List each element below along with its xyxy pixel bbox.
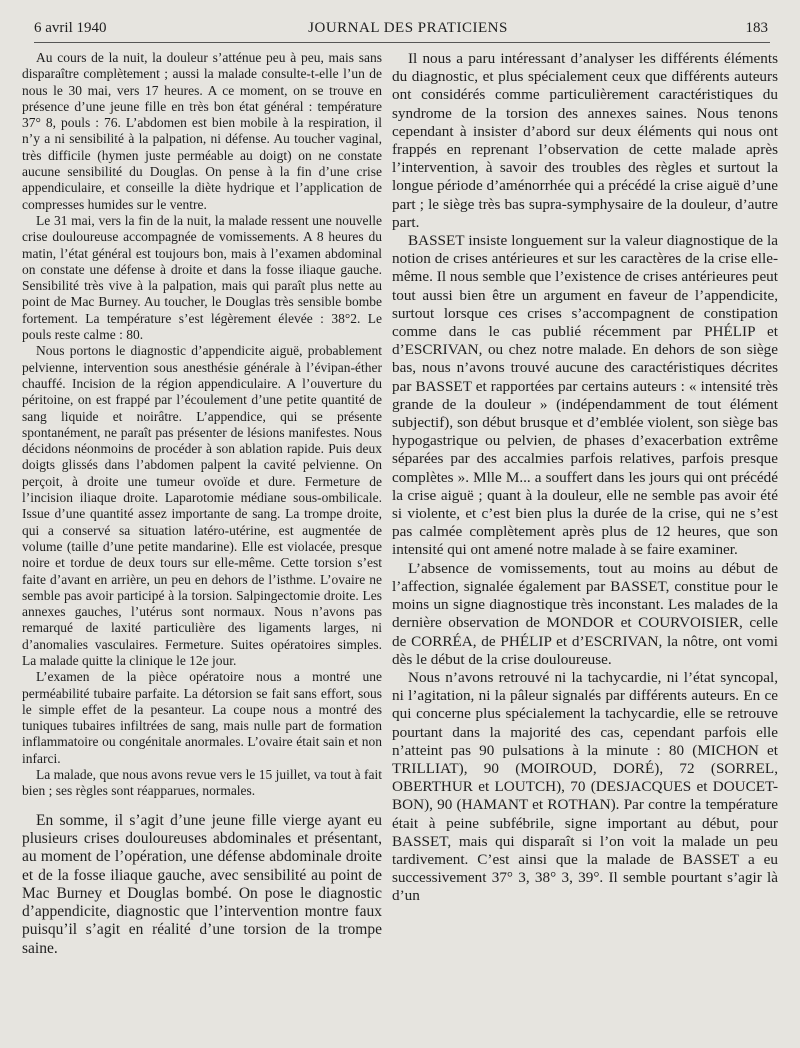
header-rule bbox=[34, 42, 770, 43]
paragraph: Il nous a paru intéressant d’analyser les différents éléments du diagnostic, et plus spécialement ceux que différents auteurs ont considérés comme particulièrement caractéristiques du syndrome de la torsion des annexes saines. Nous tenons cependant à insister d’abord sur deux éléments qui nous ont frappés en reprenant l’observation de cette malade après l’intervention, à savoir des troubles des règles et surtout la longue période d’aménorrhée qui a précédé la crise aiguë d’une part ; le siège très bas supra-symphysaire de la douleur, d’autre part. bbox=[392, 50, 778, 231]
summary-paragraph: En somme, il s’agit d’une jeune fille vierge ayant eu plusieurs crises douloureuses abdominales et présentant, au moment de l’opération, une défense abdominale droite et de la fosse iliaque gauche, avec sensibilité au point de Mac Burney et Douglas bombé. On pose le diagnostic d’appendicite, diagnostic que l’intervention montre faux puisqu’il s’agit en réalité d’une torsion de la trompe saine. bbox=[22, 811, 382, 957]
paragraph: La malade, que nous avons revue vers le 15 juillet, va tout à fait bien ; ses règles sont réapparues, normales. bbox=[22, 767, 382, 799]
case-report-text bbox=[22, 50, 382, 800]
running-header bbox=[34, 20, 782, 44]
paragraph: Nous n’avons retrouvé ni la tachycardie, ni l’état syncopal, ni l’agitation, ni la pâleur signalés par différents auteurs. En ce qui concerne plus spécialement la tachycardie, elle se retrouve pourtant dans la majorité des cas, cependant parfois elle n’atteint pas 90 pulsations à la minute : 80 (MICHON et TRILLIAT), 90 (MOIROUD, DORÉ), 72 (SORREL, OBERTHUR et LOUTCH), 70 (DESJACQUES et DOUCET-BON), 90 (HAMANT et ROTHAN). Par contre la température était à peine subfébrile, signe important au début, pour BASSET, mais qui disparaît si l’on voit la malade un peu tardivement. C’est ainsi que la malade de BASSET a eu successivement 37° 3, 38° 3, 39°. Il semble pourtant s’agir là d’un bbox=[392, 668, 778, 905]
right-column bbox=[392, 50, 778, 906]
paragraph: Au cours de la nuit, la douleur s’atténue peu à peu, mais sans disparaître complètement ; aussi la malade consulte-t-elle l’un de nous le 30 mai, vers 17 heures. A ce moment, on se trouve en présence d’une jeune fille en très bon état général : température 37° 8, pouls : 76. L’abdomen est bien mobile à la respiration, il n’y a ni sensibilité à la palpation, ni défense. Au toucher vaginal, très difficile (hymen juste perméable au doigt) on ne constate aucune sensibilité du Douglas. On pense à la fin d’une crise appendiculaire, et conseille la diète hydrique et l’application de compresses humides sur le ventre. bbox=[22, 50, 382, 212]
page-number: 183 bbox=[745, 20, 768, 36]
left-column bbox=[22, 50, 382, 958]
summary-text bbox=[22, 812, 382, 958]
paragraph: L’absence de vomissements, tout au moins au début de l’affection, signalée également par BASSET, constitue pour le moins un signe diagnostique très inconstant. Les malades de la dernière observation de MONDOR et COURVOISIER, celle de CORRÉA, de PHÉLIP et d’ESCRIVAN, la nôtre, ont vomi dès le début de la crise douloureuse. bbox=[392, 559, 778, 668]
journal-title: JOURNAL DES PRATICIENS bbox=[308, 20, 508, 36]
issue-date: 6 avril 1940 bbox=[34, 20, 107, 36]
paragraph: L’examen de la pièce opératoire nous a montré une perméabilité tubaire parfaite. La détorsion se fait sans effort, sous le simple effet de la pesanteur. La coupe nous a montré des tuniques tubaires infiltrées de sang, mais nulle part de formation inflammatoire ou congénitale anormales. L’ovaire était sain et non infarci. bbox=[22, 669, 382, 766]
paragraph: Nous portons le diagnostic d’appendicite aiguë, probablement pelvienne, intervention sous anesthésie générale à l’évipan-éther chauffé. Incision de la région appendiculaire. A l’ouverture du péritoine, on est frappé par l’écoulement d’une petite quantité de sang liquide et noirâtre. L’appendice, qui se présente spontanément, ne paraît pas présenter de lésions manifestes. Nous décidons néonmoins de procéder à son ablation rapide. Puis deux doigts glissés dans l’abdomen palpent la cavité pelvienne. On perçoit, à droite une tumeur ovoïde et dure. Fermeture de l’incision iliaque droite. Laparotomie médiane sous-ombilicale. Issue d’une quantité assez importante de sang. La trompe droite, qui a conservé sa situation latéro-utérine, est augmentée de volume (taille d’une petite mandarine). Elle est violacée, presque noire et tordue de deux tours sur elle-même. Cette torsion s’est faite d’avant en arrière, un peu en dehors de l’isthme. L’ovaire ne semble pas avoir participé à la torsion. Salpingectomie droite. Les annexes gauches, l’utérus sont normaux. Nous n’avons pas remarqué de laxité particulière des ligaments larges, ni d’anomalies vasculaires. Fermeture. Suites opératoires simples. La malade quitte la clinique le 12e jour. bbox=[22, 343, 382, 668]
paragraph: BASSET insiste longuement sur la valeur diagnostique de la notion de crises antérieures et sur les caractères de la crise elle-même. Il nous semble que l’existence de crises antérieures peut tout aussi bien être un argument en faveur de l’appendicite, surtout lorsque ces crises s’accompagnent de constipation comme dans le cas publié récemment par PHÉLIP et d’ESCRIVAN, ou chez notre malade. En dehors de son siège bas, nous n’avons trouvé aucune des caractéristiques décrites par BASSET et rapportées par certains auteurs : « intensité très grande de la douleur » (indépendamment de tout élément subjectif), son début brusque et d’emblée violent, son siège bas hypogastrique ou pelvien, de phases d’exacerbation extrême séparées par des accalmies parfois relatives, parfois presque complètes ». Mlle M... a souffert dans les jours qui ont précédé la crise aiguë ; quant à la douleur, elle ne semble pas avoir été si violente, et c’est bien plus la durée de la crise, qui ne s’est pas calmée complètement après plus de 12 heures, que son intensité qui ont amené notre malade à se faire examiner. bbox=[392, 232, 778, 559]
paragraph: Le 31 mai, vers la fin de la nuit, la malade ressent une nouvelle crise douloureuse accompagnée de vomissements. A 8 heures du matin, l’état général est toujours bon, mais à l’examen abdominal on constate une défense à droite et dans la fosse iliaque gauche. Sensibilité très vive à la palpation, mais qui paraît plus nette au point de Mac Burney. Au toucher, le Douglas très sensible bombe fortement. La température s’est légèrement élevée : 38°2. Le pouls reste calme : 80. bbox=[22, 212, 382, 343]
